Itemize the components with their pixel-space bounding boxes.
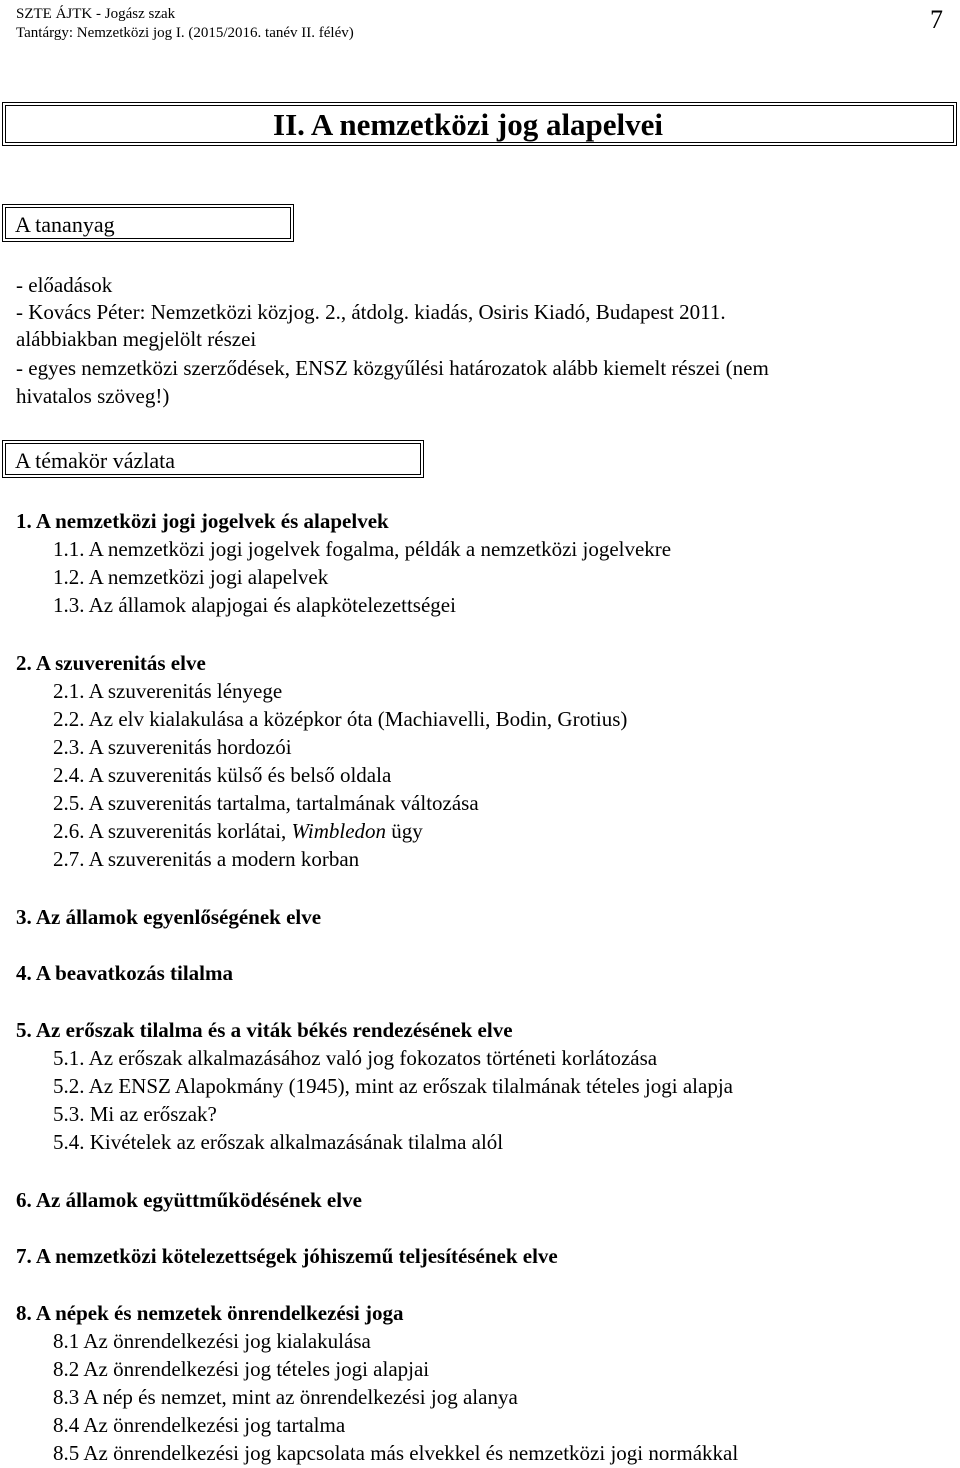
tananyag-line: hivatalos szöveg!) — [16, 384, 170, 408]
page-title: II. A nemzetközi jog alapelvei — [273, 107, 664, 142]
vazlat-heading: A témakör vázlata — [15, 448, 176, 473]
tananyag-line: - előadások — [16, 273, 113, 297]
tananyag-line: alábbiakban megjelölt részei — [16, 327, 257, 351]
outline-item: 8.4 Az önrendelkezési jog tartalma — [53, 1413, 346, 1437]
outline-item — [53, 818, 423, 845]
outline-item: 5.4. Kivételek az erőszak alkalmazásának tilalma alól — [53, 1130, 504, 1154]
outline-item: 5.3. Mi az erőszak? — [53, 1102, 217, 1126]
tananyag-line: - egyes nemzetközi szerződések, ENSZ közgyűlési határozatok alább kiemelt részei (nem — [16, 356, 769, 380]
outline-item: 2.5. A szuverenitás tartalma, tartalmának változása — [53, 791, 479, 815]
page-number: 7 — [930, 5, 943, 34]
section-title: 3. Az államok egyenlőségének elve — [16, 905, 322, 929]
title-box — [2, 102, 957, 146]
outline-item: 8.2 Az önrendelkezési jog tételes jogi alapjai — [53, 1357, 430, 1381]
case-name: Wimbledon — [291, 819, 387, 843]
outline-item: 8.3 A nép és nemzet, mint az önrendelkezési jog alanya — [53, 1385, 518, 1409]
vazlat-box — [2, 440, 424, 478]
outline-item-text: ügy — [386, 819, 423, 843]
section-title: 7. A nemzetközi kötelezettségek jóhiszemű teljesítésének elve — [16, 1244, 558, 1268]
section-title: 4. A beavatkozás tilalma — [16, 961, 234, 985]
header-course: Tantárgy: Nemzetközi jog I. (2015/2016. tanév II. félév) — [16, 25, 354, 41]
outline-item: 1.1. A nemzetközi jogi jogelvek fogalma, példák a nemzetközi jogelvekre — [53, 537, 672, 561]
outline-item: 2.2. Az elv kialakulása a középkor óta (Machiavelli, Bodin, Grotius) — [53, 707, 628, 731]
section-title: 8. A népek és nemzetek önrendelkezési joga — [16, 1301, 404, 1325]
outline-item: 5.1. Az erőszak alkalmazásához való jog fokozatos történeti korlátozása — [53, 1046, 658, 1070]
header-institution: SZTE ÁJTK - Jogász szak — [16, 6, 176, 22]
outline-item: 2.7. A szuverenitás a modern korban — [53, 847, 360, 871]
section-title: 5. Az erőszak tilalma és a viták békés rendezésének elve — [16, 1018, 513, 1042]
tananyag-box — [2, 204, 294, 242]
outline-item: 8.1 Az önrendelkezési jog kialakulása — [53, 1329, 371, 1353]
tananyag-line: - Kovács Péter: Nemzetközi közjog. 2., átdolg. kiadás, Osiris Kiadó, Budapest 2011. — [16, 300, 726, 324]
outline-item: 2.1. A szuverenitás lényege — [53, 679, 283, 703]
section-title: 2. A szuverenitás elve — [16, 651, 206, 675]
outline-item: 8.5 Az önrendelkezési jog kapcsolata más elvekkel és nemzetközi jogi normákkal — [53, 1441, 739, 1465]
outline-item: 1.2. A nemzetközi jogi alapelvek — [53, 565, 329, 589]
outline-item: 2.3. A szuverenitás hordozói — [53, 735, 292, 759]
section-title: 1. A nemzetközi jogi jogelvek és alapelvek — [16, 509, 389, 533]
section-title: 6. Az államok együttműködésének elve — [16, 1188, 362, 1212]
outline-item: 1.3. Az államok alapjogai és alapkötelezettségei — [53, 593, 456, 617]
outline-item-text: 2.6. A szuverenitás korlátai, — [53, 819, 292, 843]
outline-item: 2.4. A szuverenitás külső és belső oldala — [53, 763, 392, 787]
outline-item: 5.2. Az ENSZ Alapokmány (1945), mint az erőszak tilalmának tételes jogi alapja — [53, 1074, 733, 1098]
tananyag-heading: A tananyag — [15, 212, 115, 237]
